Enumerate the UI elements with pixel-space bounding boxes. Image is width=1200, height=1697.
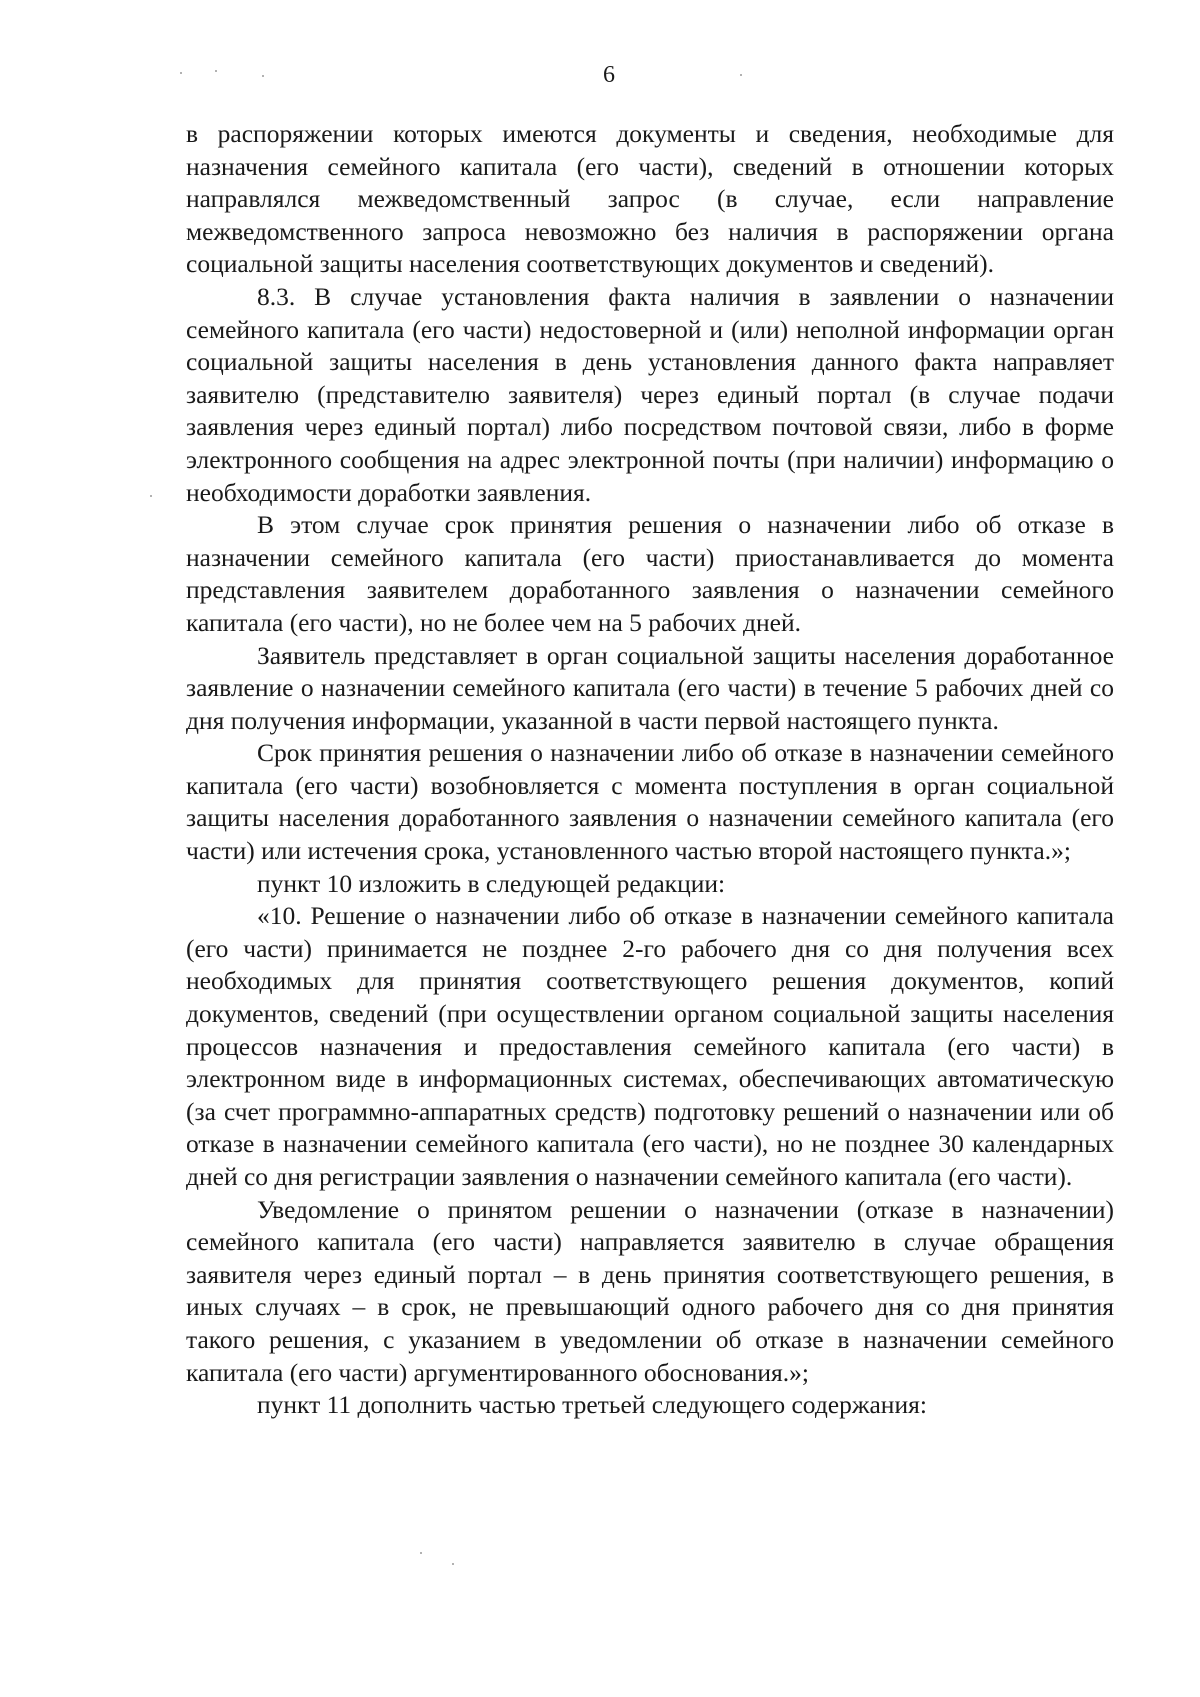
paragraph-suspension: В этом случае срок принятия решения о назначении либо об отказе в назначении семейного капитала (его части) приостанавливается до момента представления заявителем доработанного заявления о назначении семейного капитала (его части), но не более чем на 5 рабочих дней. (186, 510, 1114, 637)
paragraph-item-10: «10. Решение о назначении либо об отказе в назначении семейного капитала (его части) принимается не позднее 2-го рабочего дня со дня получения всех необходимых для принятия соответствующего решения документов, копий документов, сведений (при осуществлении органом социальной защиты населения процессов назначения и предоставления семейного капитала (его части) в электронном виде в информационных системах, обеспечивающих автоматическую (за счет программно-аппаратных средств) подготовку решений о назначении или об отказе в назначении семейного капитала (его части), но не позднее 30 календарных дней со дня регистрации заявления о назначении семейного капитала (его части). (186, 901, 1114, 1191)
page-number: 6 (603, 62, 615, 88)
paragraph-applicant-submits: Заявитель представляет в орган социальной защиты населения доработанное заявление о назначении семейного капитала (его части) в течение 5 рабочих дней со дня получения информации, указанной в части первой настоящего пункта. (186, 640, 1114, 735)
paragraph-8-3: 8.3. В случае установления факта наличия в заявлении о назначении семейного капитала (его части) недостоверной и (или) неполной информации орган социальной защиты населения в день установления данного факта направляет заявителю (представителю заявителя) через единый портал (в случае подачи заявления через единый портал) либо посредством почтовой связи, либо в форме электронного сообщения на адрес электронной почты (при наличии) информацию о необходимости доработки заявления. (186, 281, 1114, 507)
paragraph-continuation: в распоряжении которых имеются документы и сведения, необходимые для назначения семейного капитала (его части), сведений в отношении которых направлялся межведомственный запрос (в случае, если направление межведомственного запроса невозможно без наличия в распоряжении органа социальной защиты населения соответствующих документов и сведений). (186, 119, 1114, 279)
scan-speck (180, 72, 182, 74)
paragraph-item-10-intro: пункт 10 изложить в следующей редакции: (257, 868, 726, 898)
scan-speck (740, 74, 742, 76)
document-body (186, 118, 1114, 1422)
scan-speck (150, 495, 152, 497)
paragraph-notification: Уведомление о принятом решении о назначении (отказе в назначении) семейного капитала (его части) направляется заявителю в случае обращения заявителя через единый портал – в день принятия соответствующего решения, в иных случаях – в срок, не превышающий одного рабочего дня со дня принятия такого решения, с указанием в уведомлении об отказе в назначении семейного капитала (его части) аргументированного обоснования.»; (186, 1194, 1114, 1387)
paragraph-item-11-intro: пункт 11 дополнить частью третьей следующего содержания: (257, 1390, 927, 1420)
scan-speck (420, 1552, 422, 1554)
scan-speck (262, 75, 264, 77)
paragraph-resumption: Срок принятия решения о назначении либо об отказе в назначении семейного капитала (его части) возобновляется с момента поступления в орган социальной защиты населения доработанного заявления о назначении семейного капитала (его части) или истечения срока, установленного частью второй настоящего пункта.»; (186, 738, 1114, 866)
scan-speck (452, 1563, 454, 1565)
scan-speck (215, 70, 217, 72)
